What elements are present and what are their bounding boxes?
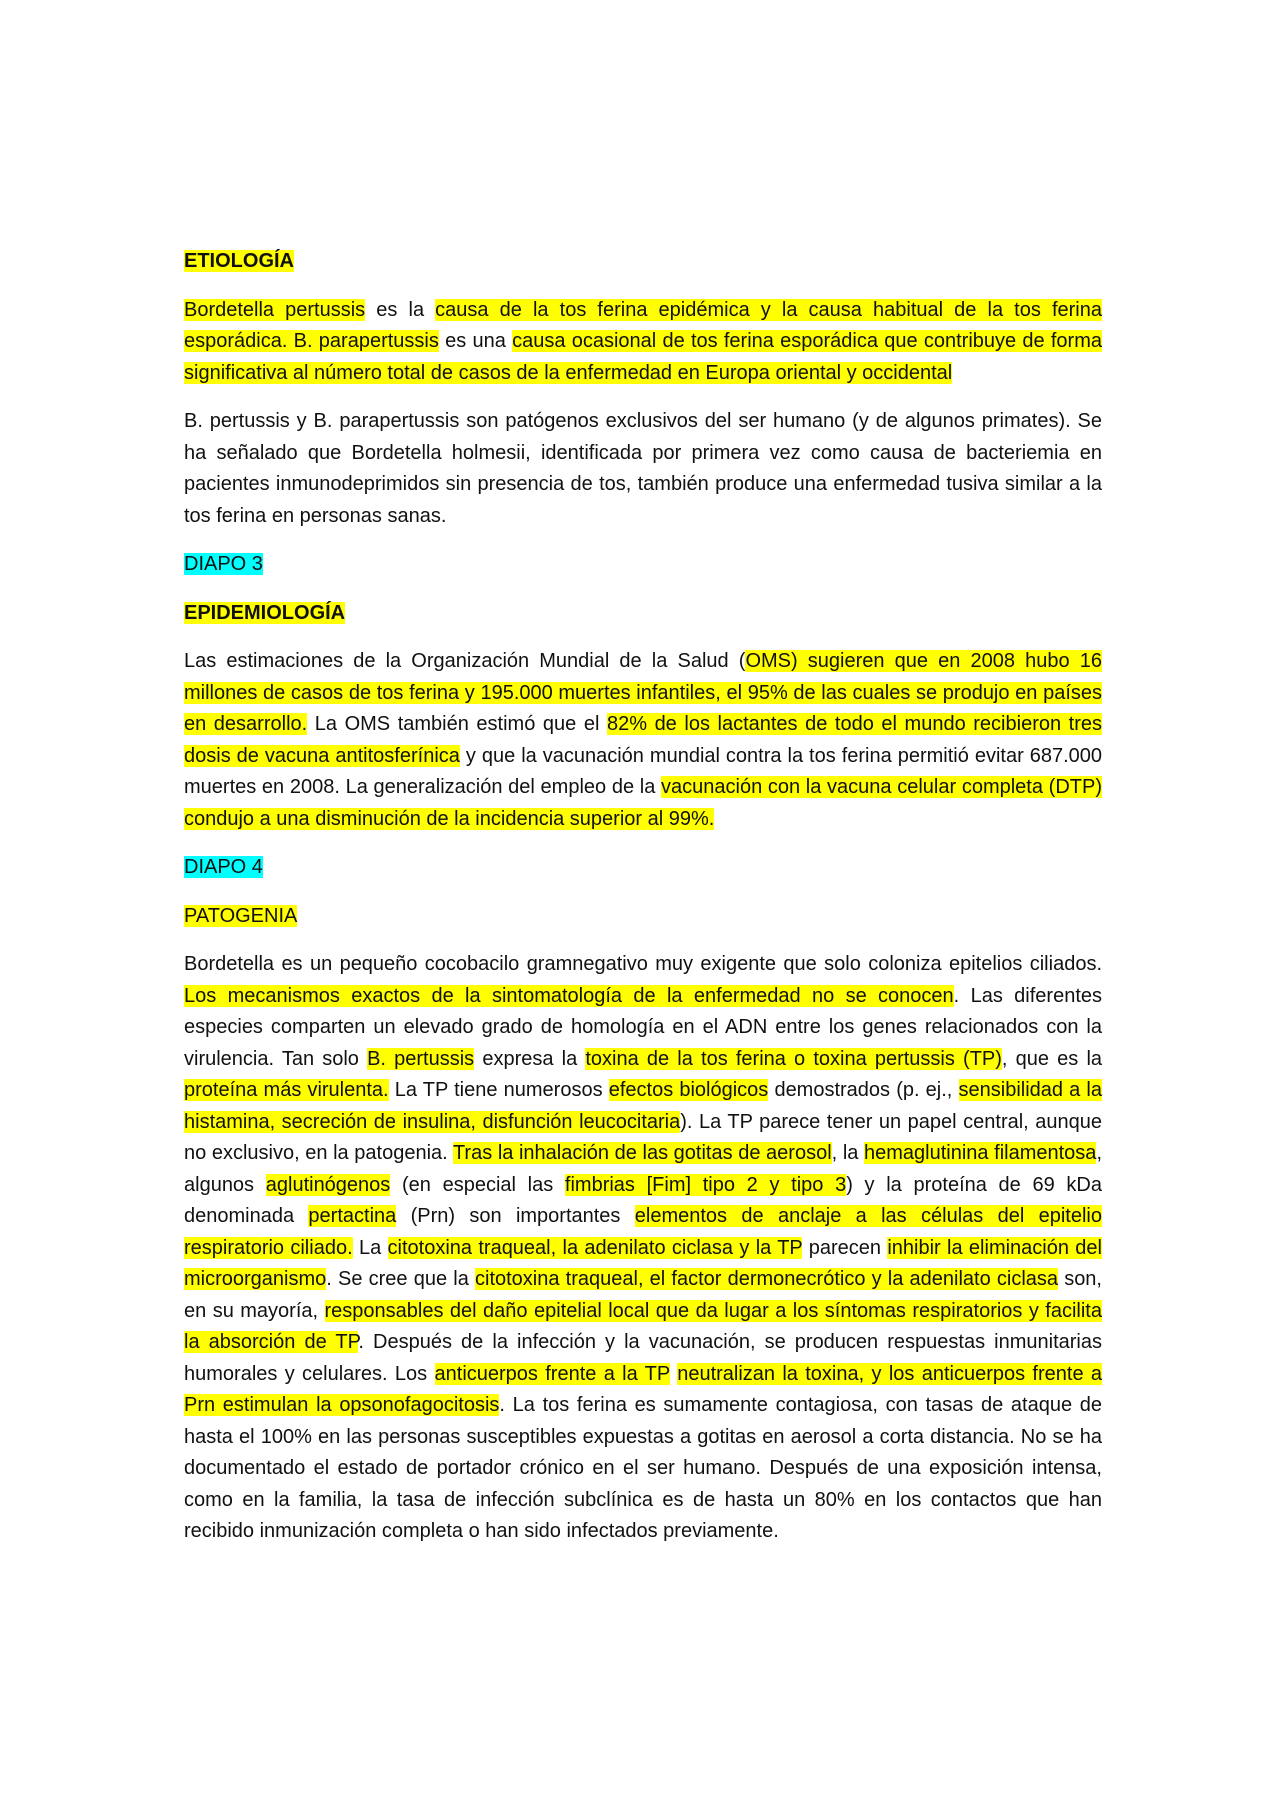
highlighted-text: B. pertussis — [367, 1047, 475, 1070]
highlighted-text: neutralizan la toxina, y los anticuerpos frente a Prn estimulan la opsonofagocitosis — [184, 1362, 1103, 1416]
paragraph-patogenia — [184, 949, 1102, 1548]
text-run: es una — [438, 330, 513, 352]
highlighted-text: hemaglutinina filamentosa — [864, 1142, 1097, 1164]
text-run: Las estimaciones de la Organización Mundial de la Salud ( — [184, 650, 746, 672]
text-run: ). La TP parece tener un papel central, aunque no exclusivo, en la patogenia. — [184, 1110, 1102, 1164]
highlighted-text: OMS) sugieren que en 2008 hubo 16 millones de casos de tos ferina y 195.000 muertes infantiles, el 95% de las cuales se produjo en países en desarrollo. — [184, 650, 1103, 735]
highlighted-text: aglutinógenos — [265, 1173, 391, 1196]
highlighted-text: Tras la inhalación de las gotitas de aerosol — [452, 1142, 832, 1164]
text-run: parecen — [802, 1236, 888, 1259]
text-run: , la — [831, 1142, 865, 1164]
text-run: , que es la — [1001, 1047, 1103, 1070]
highlighted-text: elementos de anclaje a las células del epitelio respiratorio ciliado. — [184, 1205, 1102, 1259]
highlighted-text: sensibilidad a la histamina, secreción de insulina, disfunción leucocitaria — [184, 1079, 1103, 1133]
heading-etiologia — [184, 246, 1102, 278]
highlighted-text: toxina de la tos ferina o toxina pertussis (TP) — [585, 1047, 1002, 1070]
paragraph-epidemiologia — [184, 646, 1102, 835]
text-run: Bordetella es un pequeño cocobacilo gramnegativo muy exigente que solo coloniza epitelios ciliados. — [184, 953, 1102, 975]
text-run: y que la vacunación mundial contra la tos ferina permitió evitar 687.000 muertes en 2008. La generalización del empleo de la — [184, 744, 1103, 798]
highlighted-text: citotoxina traqueal, la adenilato ciclasa y la TP — [387, 1236, 803, 1259]
highlighted-text: 82% de los lactantes de todo el mundo recibieron tres dosis de vacuna antitosferínica — [184, 713, 1103, 767]
text-run: La OMS también estimó que el — [307, 713, 607, 735]
paragraph-etiologia-1 — [184, 295, 1102, 390]
highlighted-text: vacunación con la vacuna celular completa (DTP) condujo a una disminución de la incidencia superior al 99%. — [184, 776, 1102, 830]
label-diapo-3 — [184, 549, 1102, 581]
highlighted-text: efectos biológicos — [608, 1079, 769, 1101]
text-run: B. pertussis y B. parapertussis son patógenos exclusivos del ser humano (y de algunos primates). Se ha señalado que Bordetella holmesii, identificada por primera vez como causa de bacteriemia en pacientes inmunodeprimidos sin presencia de tos, también produce una enfermedad tusiva similar a la tos ferina en personas sanas. — [184, 410, 1102, 527]
paragraph-etiologia-2 — [184, 406, 1102, 532]
text-run: demostrados (p. ej., — [768, 1079, 959, 1101]
text-run: . La tos ferina es sumamente contagiosa, con tasas de ataque de hasta el 100% en las personas susceptibles expuestas a gotitas en aerosol a corta distancia. No se ha documentado el estado de portador crónico en el ser humano. Después de una exposición intensa, como en la familia, la tasa de infección subclínica es de hasta un 80% en los contactos que han recibido inmunización completa o han sido infectados previamente. — [184, 1394, 1102, 1542]
heading-patogenia — [184, 901, 1102, 933]
highlighted-text: EPIDEMIOLOGÍA — [184, 601, 346, 624]
text-run: (en especial las — [390, 1173, 565, 1196]
highlighted-text: Los mecanismos exactos de la sintomatología de la enfermedad no se conocen — [184, 984, 954, 1007]
highlighted-text: inhibir la eliminación del microorganismo — [184, 1236, 1102, 1290]
highlighted-text: pertactina — [308, 1205, 397, 1227]
heading-epidemiologia — [184, 598, 1102, 630]
text-run: son, en su mayoría, — [184, 1268, 1102, 1322]
highlighted-text: ETIOLOGÍA — [184, 250, 294, 272]
text-run: . Las diferentes especies comparten un elevado grado de homología en el ADN entre los genes relacionados con la virulencia. Tan solo — [184, 984, 1102, 1070]
text-run: La TP tiene numerosos — [388, 1079, 609, 1101]
highlighted-text: PATOGENIA — [184, 904, 298, 927]
text-run: La — [352, 1236, 388, 1259]
text-run: es la — [365, 298, 436, 321]
text-run: ) y la proteína de 69 kDa denominada — [184, 1173, 1102, 1227]
highlighted-text: proteína más virulenta. — [184, 1079, 389, 1101]
highlighted-text: anticuerpos frente a la TP — [434, 1362, 670, 1385]
text-run: , algunos — [184, 1142, 1102, 1196]
highlighted-text: Bordetella pertussis — [184, 298, 366, 321]
text-run: expresa la — [474, 1047, 586, 1070]
highlighted-label: DIAPO 4 — [184, 856, 263, 878]
highlighted-label: DIAPO 3 — [184, 553, 263, 575]
label-diapo-4 — [184, 852, 1102, 884]
highlighted-text: citotoxina traqueal, el factor dermonecrótico y la adenilato ciclasa — [475, 1268, 1059, 1290]
highlighted-text: causa de la tos ferina epidémica y la causa habitual de la tos ferina esporádica. B. parapertussis — [184, 298, 1102, 352]
document-page — [184, 246, 1102, 1565]
highlighted-text: causa ocasional de tos ferina esporádica que contribuye de forma significativa al número total de casos de la enfermedad en Europa oriental y occidental — [184, 330, 1102, 384]
text-run: . Después de la infección y la vacunación, se producen respuestas inmunitarias humorales y celulares. Los — [184, 1331, 1102, 1385]
highlighted-text: responsables del daño epitelial local que da lugar a los síntomas respiratorios y facilita la absorción de TP — [184, 1299, 1102, 1353]
text-run: . Se cree que la — [326, 1268, 475, 1290]
text-run: (Prn) son importantes — [396, 1205, 635, 1227]
highlighted-text: fimbrias [Fim] tipo 2 y tipo 3 — [564, 1173, 847, 1196]
